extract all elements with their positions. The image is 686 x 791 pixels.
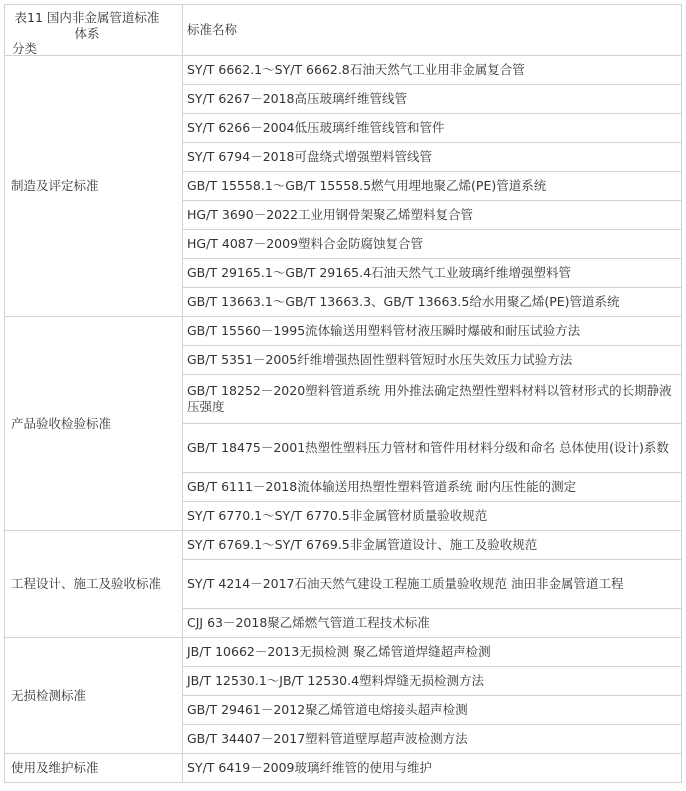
table-header-row xyxy=(5,5,682,56)
header-corner-cell xyxy=(5,5,183,56)
table-row xyxy=(5,531,682,560)
standard-cell: GB/T 18252－2020塑料管道系统 用外推法确定热塑性塑料材料以管材形式的长期静液压强度 xyxy=(183,375,682,424)
table-row xyxy=(5,754,682,783)
standard-cell: GB/T 15558.1～GB/T 15558.5燃气用埋地聚乙烯(PE)管道系统 xyxy=(183,172,682,201)
standard-cell: GB/T 18475－2001热塑性塑料压力管材和管件用材料分级和命名 总体使用(设计)系数 xyxy=(183,424,682,473)
standard-cell: HG/T 4087－2009塑料合金防腐蚀复合管 xyxy=(183,230,682,259)
standard-cell: HG/T 3690－2022工业用钢骨架聚乙烯塑料复合管 xyxy=(183,201,682,230)
standard-cell: SY/T 6419－2009玻璃纤维管的使用与维护 xyxy=(183,754,682,783)
standard-cell: GB/T 15560－1995流体输送用塑料管材液压瞬时爆破和耐压试验方法 xyxy=(183,317,682,346)
standard-cell: SY/T 6267－2018高压玻璃纤维管线管 xyxy=(183,85,682,114)
standard-cell: SY/T 4214－2017石油天然气建设工程施工质量验收规范 油田非金属管道工程 xyxy=(183,560,682,609)
standard-cell: GB/T 5351－2005纤维增强热固性塑料管短时水压失效压力试验方法 xyxy=(183,346,682,375)
standard-cell: SY/T 6794－2018可盘绕式增强塑料管线管 xyxy=(183,143,682,172)
table-row xyxy=(5,317,682,346)
category-cell: 制造及评定标准 xyxy=(5,56,183,317)
standard-cell: GB/T 34407－2017塑料管道壁厚超声波检测方法 xyxy=(183,725,682,754)
standard-cell: CJJ 63－2018聚乙烯燃气管道工程技术标准 xyxy=(183,609,682,638)
standard-cell: GB/T 13663.1～GB/T 13663.3、GB/T 13663.5给水用聚乙烯(PE)管道系统 xyxy=(183,288,682,317)
standard-cell: SY/T 6769.1～SY/T 6769.5非金属管道设计、施工及验收规范 xyxy=(183,531,682,560)
category-cell: 产品验收检验标准 xyxy=(5,317,183,531)
table-caption: 表11 国内非金属管道标准体系 xyxy=(14,10,160,41)
category-cell: 工程设计、施工及验收标准 xyxy=(5,531,183,638)
table-row xyxy=(5,56,682,85)
category-cell: 无损检测标准 xyxy=(5,638,183,754)
header-standard: 标准名称 xyxy=(183,5,682,56)
standard-cell: SY/T 6770.1～SY/T 6770.5非金属管材质量验收规范 xyxy=(183,502,682,531)
standard-cell: GB/T 6111－2018流体输送用热塑性塑料管道系统 耐内压性能的测定 xyxy=(183,473,682,502)
standards-table xyxy=(4,4,682,783)
standard-cell: GB/T 29165.1～GB/T 29165.4石油天然气工业玻璃纤维增强塑料管 xyxy=(183,259,682,288)
standard-cell: GB/T 29461－2012聚乙烯管道电熔接头超声检测 xyxy=(183,696,682,725)
standard-cell: SY/T 6266－2004低压玻璃纤维管线管和管件 xyxy=(183,114,682,143)
standard-cell: SY/T 6662.1～SY/T 6662.8石油天然气工业用非金属复合管 xyxy=(183,56,682,85)
standard-cell: JB/T 12530.1～JB/T 12530.4塑料焊缝无损检测方法 xyxy=(183,667,682,696)
table-row xyxy=(5,638,682,667)
header-category: 分类 xyxy=(12,41,38,56)
standard-cell: JB/T 10662－2013无损检测 聚乙烯管道焊缝超声检测 xyxy=(183,638,682,667)
category-cell: 使用及维护标准 xyxy=(5,754,183,783)
